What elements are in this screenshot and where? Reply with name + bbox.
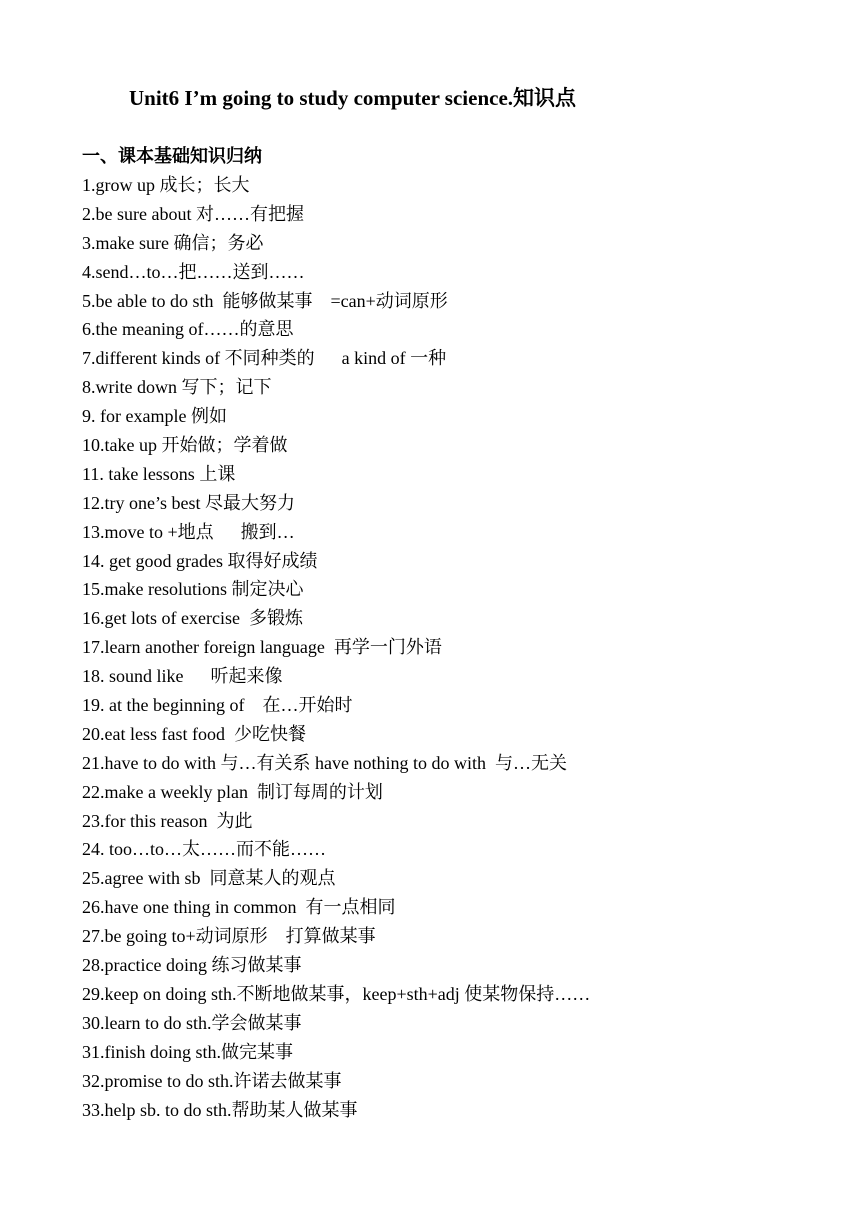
list-item: 2.be sure about 对……有把握 <box>82 203 304 224</box>
list-item: 4.send…to…把……送到…… <box>82 261 305 282</box>
list-item: 24. too…to…太……而不能…… <box>82 839 327 860</box>
list-item: 20.eat less fast food 少吃快餐 <box>82 723 306 744</box>
list-item: 5.be able to do sth 能够做某事 =can+动词原形 <box>82 290 448 311</box>
list-item: 14. get good grades 取得好成绩 <box>82 550 318 571</box>
list-item: 18. sound like 听起来像 <box>82 666 283 687</box>
list-item: 19. at the beginning of 在…开始时 <box>82 695 353 716</box>
list-item: 12.try one’s best 尽最大努力 <box>82 492 295 513</box>
list-item: 8.write down 写下；记下 <box>82 377 272 398</box>
list-item: 1.grow up 成长；长大 <box>82 175 250 195</box>
list-item: 6.the meaning of……的意思 <box>82 319 294 340</box>
list-item: 13.move to +地点 搬到… <box>82 521 295 542</box>
list-item: 21.have to do with 与…有关系 have nothing to do with 与…无关 <box>82 752 567 773</box>
list-item: 3.make sure 确信；务必 <box>82 232 264 253</box>
list-item: 9. for example 例如 <box>82 406 227 427</box>
list-item: 11. take lessons 上课 <box>82 463 236 484</box>
list-item: 30.learn to do sth.学会做某事 <box>82 1012 302 1033</box>
list-item: 22.make a weekly plan 制订每周的计划 <box>82 781 383 802</box>
list-item: 17.learn another foreign language 再学一门外语 <box>82 637 442 658</box>
list-item: 28.practice doing 练习做某事 <box>82 955 302 976</box>
list-item: 27.be going to+动词原形 打算做某事 <box>82 926 376 947</box>
list-item: 7.different kinds of 不同种类的 a kind of 一种 <box>82 348 447 369</box>
list-item: 29.keep on doing sth.不断地做某事，keep+sth+adj 使某物保持…… <box>82 983 591 1004</box>
list-item: 25.agree with sb 同意某人的观点 <box>82 868 336 889</box>
list-item: 32.promise to do sth.许诺去做某事 <box>82 1070 342 1091</box>
section-heading: 一、课本基础知识归纳 <box>82 146 262 166</box>
list-item: 16.get lots of exercise 多锻炼 <box>82 608 303 629</box>
list-item: 31.finish doing sth.做完某事 <box>82 1041 294 1062</box>
document-title: Unit6 I’m going to study computer science.知识点 <box>129 86 577 110</box>
knowledge-point-list <box>82 171 590 1124</box>
list-item: 10.take up 开始做；学着做 <box>82 435 288 456</box>
list-item: 15.make resolutions 制定决心 <box>82 579 304 600</box>
list-item: 26.have one thing in common 有一点相同 <box>82 897 396 918</box>
list-item: 33.help sb. to do sth.帮助某人做某事 <box>82 1099 358 1120</box>
list-item: 23.for this reason 为此 <box>82 810 253 831</box>
